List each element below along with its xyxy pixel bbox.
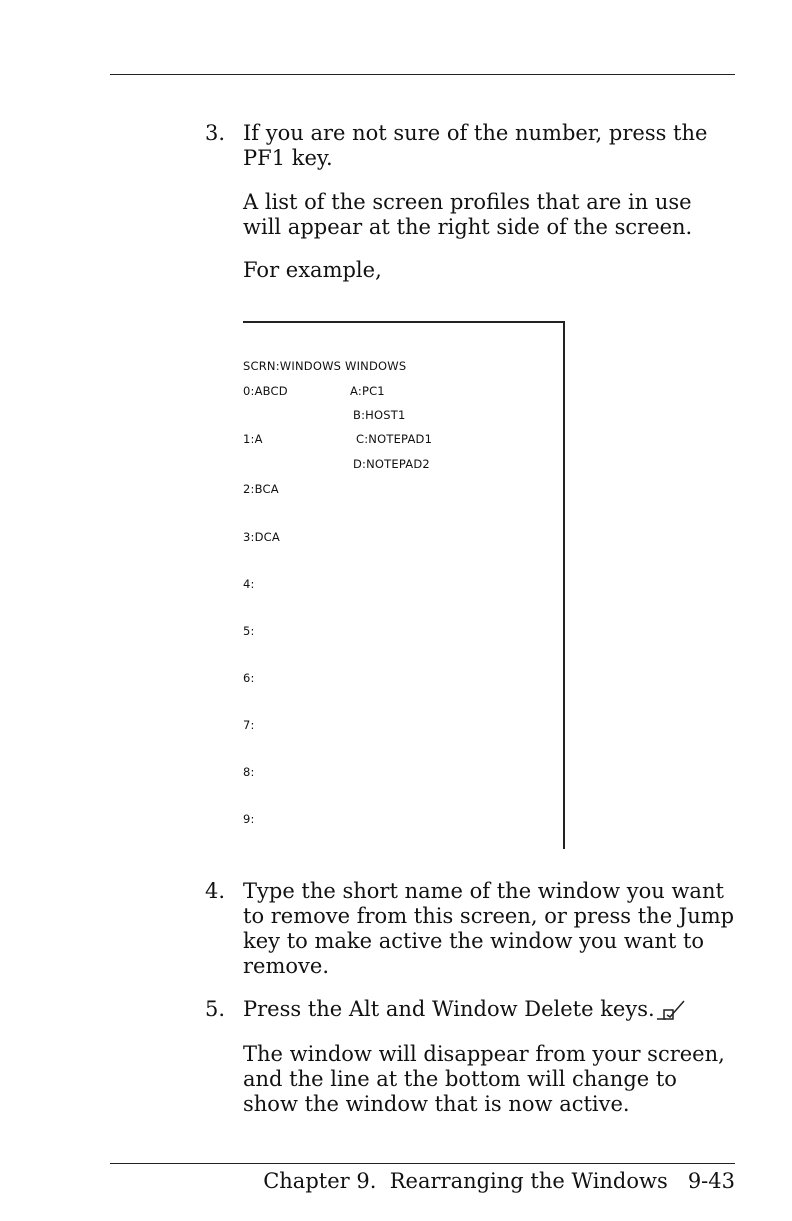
step-3-text (243, 121, 743, 171)
step-5-para2-line-1: The window will disappear from your screen, (243, 1042, 725, 1066)
step-3-line-1: If you are not sure of the number, press the (243, 121, 708, 145)
screen-header: SCRN:WINDOWS WINDOWS (243, 359, 407, 373)
step-5-para2-line-3: show the window that is now active. (243, 1092, 630, 1116)
step-5-line-1: Press the Alt and Window Delete keys. (243, 997, 655, 1021)
screen-entry-2: 2:BCA (243, 482, 279, 496)
screen-entry-3: 3:DCA (243, 530, 280, 544)
step-4-line-1: Type the short name of the window you want (243, 879, 724, 903)
step-4-line-2: to remove from this screen, or press the Jump (243, 904, 735, 928)
screen-entry-0: 0:ABCD (243, 384, 288, 398)
screen-window-d: D:NOTEPAD2 (353, 457, 430, 471)
step-5-para2-line-2: and the line at the bottom will change to (243, 1067, 677, 1091)
step-3-paragraph-2 (243, 190, 743, 240)
top-rule (110, 74, 735, 75)
screen-window-b: B:HOST1 (353, 408, 406, 422)
screen-example-frame (243, 321, 565, 849)
step-3-line-2: PF1 key. (243, 146, 333, 170)
screen-entry-7: 7: (243, 718, 255, 732)
step-4-line-3: key to make active the window you want to (243, 929, 705, 953)
screen-window-c: C:NOTEPAD1 (356, 432, 433, 446)
step-4-text (243, 879, 743, 979)
step-3-para2-line-2: will appear at the right side of the screen. (243, 215, 693, 239)
screen-entry-5: 5: (243, 624, 255, 638)
screen-entry-8: 8: (243, 765, 255, 779)
footer-chapter: Chapter 9. Rearranging the Windows (263, 1169, 668, 1193)
page-footer (263, 1168, 735, 1194)
bottom-rule (110, 1163, 735, 1164)
step-5-number: 5. (205, 997, 226, 1021)
step-4-number: 4. (205, 879, 226, 903)
screen-entry-4: 4: (243, 577, 255, 591)
step-3-para2-line-1: A list of the screen profiles that are in use (243, 190, 692, 214)
footer-page-number: 9-43 (687, 1169, 735, 1193)
step-5-paragraph-2 (243, 1042, 743, 1117)
screen-entry-6: 6: (243, 671, 255, 685)
screen-entry-1: 1:A (243, 432, 263, 446)
step-3-number: 3. (205, 121, 226, 145)
check-mark-icon (656, 998, 686, 1024)
step-3-paragraph-3: For example, (243, 258, 382, 282)
screen-entry-9: 9: (243, 812, 255, 826)
screen-window-a: A:PC1 (350, 384, 385, 398)
step-4-line-4: remove. (243, 954, 329, 978)
